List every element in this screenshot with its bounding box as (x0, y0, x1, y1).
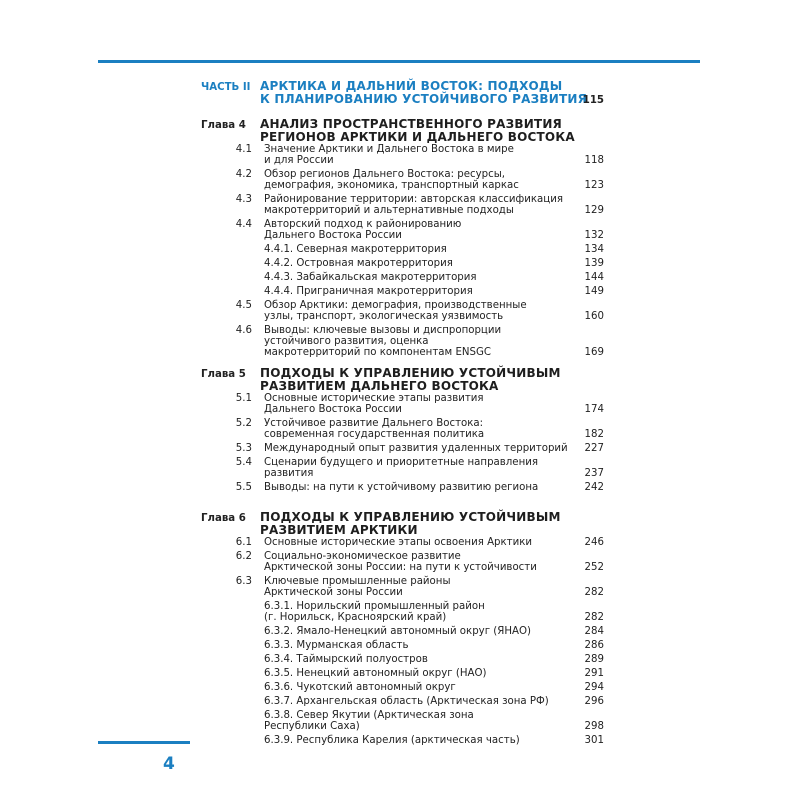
entry-page-number: 242 (584, 482, 604, 493)
entry-title-line: Ключевые промышленные районы (264, 576, 451, 587)
entry-number: 4.2 (235, 169, 252, 180)
entry-page-number: 118 (584, 155, 604, 166)
entry-title-line: Значение Арктики и Дальнего Востока в мире (264, 144, 514, 155)
entry-title-line: Основные исторические этапы развития (264, 393, 484, 404)
entry-page-number: 286 (584, 640, 604, 651)
entry-page-number: 174 (584, 404, 604, 415)
entry-page-number: 237 (584, 468, 604, 479)
entry-page-number: 134 (584, 244, 604, 255)
entry-page-number: 298 (584, 721, 604, 732)
entry-page-number: 282 (584, 587, 604, 598)
entry-title-line: устойчивого развития, оценка (264, 336, 429, 347)
page-number: 4 (163, 754, 175, 774)
entry-title-line: демография, экономика, транспортный каркас (264, 180, 519, 191)
entry-page-number: 301 (584, 735, 604, 746)
chapter-title-line: АНАЛИЗ ПРОСТРАНСТВЕННОГО РАЗВИТИЯ (260, 117, 563, 131)
part-title-line: К ПЛАНИРОВАНИЮ УСТОЙЧИВОГО РАЗВИТИЯ (260, 92, 588, 106)
entry-number: 4.4 (235, 219, 252, 230)
entry-title-line: 6.3.7. Архангельская область (Арктическая зона РФ) (264, 696, 549, 707)
chapter-title-line: РАЗВИТИЕМ АРКТИКИ (260, 523, 418, 537)
entry-title-line: Международный опыт развития удаленных территорий (264, 443, 568, 454)
entry-page-number: 139 (584, 258, 604, 269)
entry-title-line: Сценарии будущего и приоритетные направления (264, 457, 538, 468)
entry-page-number: 149 (584, 286, 604, 297)
entry-title-line: и для России (264, 155, 334, 166)
entry-title-line: 4.4.2. Островная макротерритория (264, 258, 453, 269)
entry-title-line: 6.3.8. Север Якутии (Арктическая зона (264, 710, 474, 721)
entry-page-number: 282 (584, 612, 604, 623)
chapter-label: Глава 5 (201, 369, 246, 380)
entry-title-line: макротерриторий и альтернативные подходы (264, 205, 514, 216)
entry-title-line: Арктической зоны России (264, 587, 403, 598)
entry-title-line: 6.3.3. Мурманская область (264, 640, 409, 651)
entry-page-number: 284 (584, 626, 604, 637)
entry-number: 4.1 (235, 144, 252, 155)
entry-title-line: Обзор регионов Дальнего Востока: ресурсы, (264, 169, 505, 180)
entry-page-number: 227 (584, 443, 604, 454)
entry-page-number: 123 (584, 180, 604, 191)
entry-title-line: Дальнего Востока России (264, 230, 402, 241)
part-page-number: 115 (582, 95, 604, 106)
entry-title-line: Обзор Арктики: демография, производственные (264, 300, 527, 311)
entry-title-line: Устойчивое развитие Дальнего Востока: (264, 418, 484, 429)
entry-title-line: развития (264, 468, 314, 479)
entry-page-number: 294 (584, 682, 604, 693)
entry-title-line: 6.3.4. Таймырский полуостров (264, 654, 428, 665)
entry-title-line: (г. Норильск, Красноярский край) (264, 612, 447, 623)
entry-page-number: 144 (584, 272, 604, 283)
entry-number: 5.3 (235, 443, 252, 454)
entry-title-line: макротерриторий по компонентам ENSGC (264, 347, 491, 358)
entry-title-line: узлы, транспорт, экологическая уязвимость (264, 311, 504, 322)
part-title-line: АРКТИКА И ДАЛЬНИЙ ВОСТОК: ПОДХОДЫ (260, 79, 563, 93)
entry-title-line: 4.4.1. Северная макротерритория (264, 244, 447, 255)
entry-number: 4.5 (235, 300, 252, 311)
entry-title-line: 4.4.4. Приграничная макротерритория (264, 286, 473, 297)
chapter-title-line: РЕГИОНОВ АРКТИКИ И ДАЛЬНЕГО ВОСТОКА (260, 130, 575, 144)
part-label: ЧАСТЬ II (201, 82, 251, 93)
entry-page-number: 182 (584, 429, 604, 440)
entry-title-line: 6.3.5. Ненецкий автономный округ (НАО) (264, 668, 487, 679)
chapter-title-line: РАЗВИТИЕМ ДАЛЬНЕГО ВОСТОКА (260, 379, 499, 393)
chapter-label: Глава 6 (201, 513, 246, 524)
entry-title-line: Авторский подход к районированию (264, 219, 462, 230)
entry-title-line: Арктической зоны России: на пути к устойчивости (264, 562, 537, 573)
bottom-rule (98, 741, 190, 744)
entry-number: 4.3 (235, 194, 252, 205)
entry-title-line: Социально-экономическое развитие (264, 551, 461, 562)
entry-title-line: 6.3.2. Ямало-Ненецкий автономный округ (ЯНАО) (264, 626, 531, 637)
entry-number: 6.1 (235, 537, 252, 548)
entry-page-number: 252 (584, 562, 604, 573)
entry-page-number: 129 (584, 205, 604, 216)
entry-title-line: Дальнего Востока России (264, 404, 402, 415)
entry-title-line: 4.4.3. Забайкальская макротерритория (264, 272, 477, 283)
entry-page-number: 296 (584, 696, 604, 707)
entry-title-line: Выводы: на пути к устойчивому развитию региона (264, 482, 539, 493)
entry-page-number: 291 (584, 668, 604, 679)
entry-title-line: 6.3.1. Норильский промышленный район (264, 601, 485, 612)
entry-title-line: Основные исторические этапы освоения Арктики (264, 537, 532, 548)
chapter-title-line: ПОДХОДЫ К УПРАВЛЕНИЮ УСТОЙЧИВЫМ (260, 366, 561, 380)
entry-title-line: современная государственная политика (264, 429, 485, 440)
entry-number: 5.5 (235, 482, 252, 493)
entry-number: 6.2 (235, 551, 252, 562)
entry-page-number: 160 (584, 311, 604, 322)
entry-number: 5.4 (235, 457, 252, 468)
entry-title-line: 6.3.6. Чукотский автономный округ (264, 682, 456, 693)
entry-number: 4.6 (235, 325, 252, 336)
chapter-title-line: ПОДХОДЫ К УПРАВЛЕНИЮ УСТОЙЧИВЫМ (260, 510, 561, 524)
entry-title-line: Выводы: ключевые вызовы и диспропорции (264, 325, 502, 336)
entry-page-number: 289 (584, 654, 604, 665)
entry-number: 5.1 (235, 393, 252, 404)
entry-title-line: Районирование территории: авторская классификация (264, 194, 563, 205)
entry-page-number: 246 (584, 537, 604, 548)
entry-number: 5.2 (235, 418, 252, 429)
entry-title-line: 6.3.9. Республика Карелия (арктическая часть) (264, 735, 520, 746)
chapter-label: Глава 4 (201, 120, 246, 131)
entry-number: 6.3 (235, 576, 252, 587)
entry-page-number: 169 (584, 347, 604, 358)
entry-page-number: 132 (584, 230, 604, 241)
entry-title-line: Республики Саха) (264, 721, 360, 732)
